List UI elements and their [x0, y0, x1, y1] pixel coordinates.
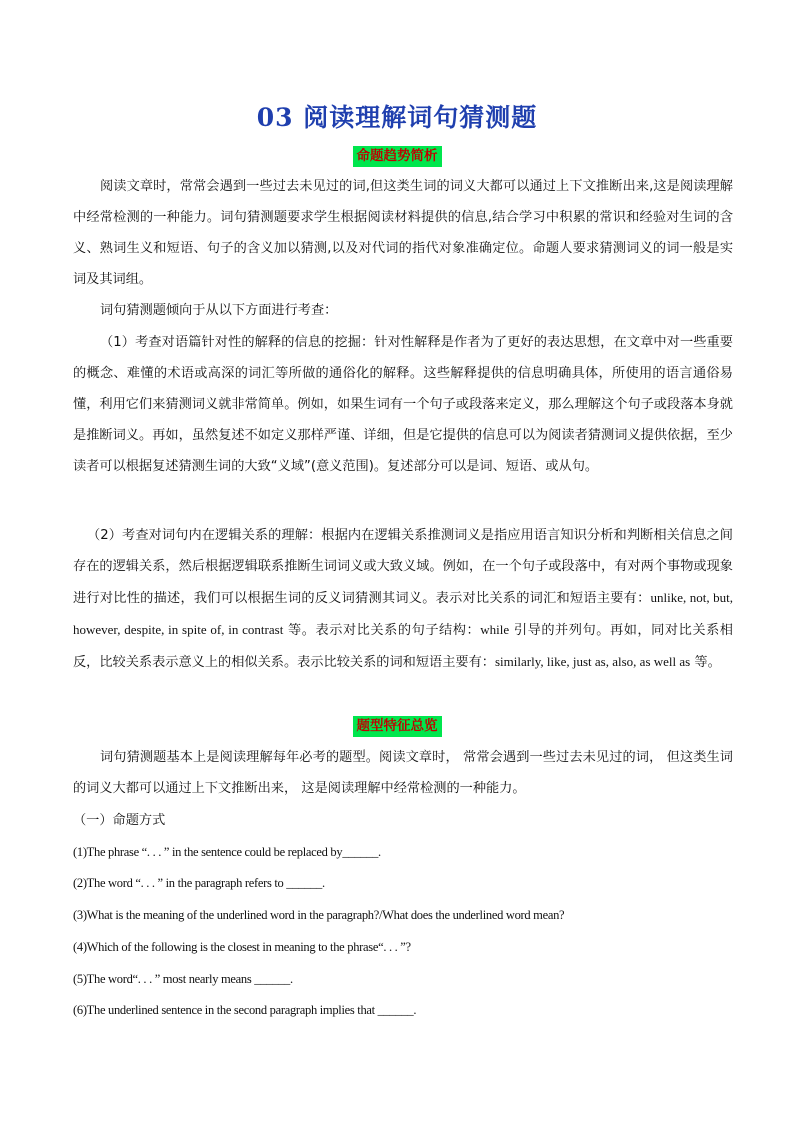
- question-item: (4)Which of the following is the closest in meaning to the phrase“. . . ”?: [73, 940, 411, 954]
- trend-lead-paragraph: [73, 295, 733, 326]
- question-item: (6)The underlined sentence in the second paragraph implies that ______.: [73, 1003, 417, 1017]
- point-2-paragraph: [73, 520, 733, 678]
- overview-intro-paragraph: [73, 742, 733, 804]
- question-item: (5)The word“. . . ” most nearly means ______.: [73, 972, 293, 986]
- method-subheading-text: （一）命题方式: [73, 813, 166, 828]
- section-tag-overview-label: 题型特征总览: [353, 716, 442, 737]
- trend-intro-text: 阅读文章时，常常会遇到一些过去未见过的词,但这类生词的词义大都可以通过上下文推断出来,这是阅读理解中经常检测的一种能力。词句猜测题要求学生根据阅读材料提供的信息,结合学习中积累的常识和经验对生词的含义、熟词生义和短语、句子的含义加以猜测,以及对代词的指代对象准确定位。命题人要求猜测词义的词一般是实词及其词组。: [73, 179, 733, 287]
- question-item: (3)What is the meaning of the underlined word in the paragraph?/What does the underlined word mean?: [73, 908, 565, 922]
- method-subheading: [73, 805, 733, 836]
- section-tag-overview: [0, 715, 794, 737]
- trend-lead-text: 词句猜测题倾向于从以下方面进行考查：: [100, 303, 338, 318]
- question-item: (1)The phrase “. . . ” in the sentence could be replaced by______.: [73, 845, 381, 859]
- section-tag-trend: [0, 145, 794, 167]
- question-item: (2)The word “. . . ” in the paragraph refers to ______.: [73, 876, 325, 890]
- page-title: 03 阅读理解词句猜测题: [256, 103, 538, 132]
- point-2-text: （2）考查对词句内在逻辑关系的理解：根据内在逻辑关系推测词义是指应用语言知识分析和判断相关信息之间存在的逻辑关系，然后根据逻辑联系推断生词词义或大致义域。例如，在一个句子或段落中，有对两个事物或现象进行对比性的描述，我们可以根据生词的反义词猜测其词义。表示对比关系的词汇和短语主要有：unlike, not, but, however, despite, in spite of, in contrast 等。表示对比关系的句子结构：while 引导的并列句。再如，同对比关系相反，比较关系表示意义上的相似关系。表示比较关系的词和短语主要有：similarly, like, just as, also, as well as 等。: [73, 528, 734, 670]
- point-1-paragraph: [73, 327, 733, 482]
- section-tag-trend-label: 命题趋势简析: [353, 146, 442, 167]
- overview-intro-text: 词句猜测题基本上是阅读理解每年必考的题型。阅读文章时， 常常会遇到一些过去未见过的词， 但这类生词的词义大都可以通过上下文推断出来， 这是阅读理解中经常检测的一种能力。: [73, 750, 733, 796]
- point-1-text: （1）考查对语篇针对性的解释的信息的挖掘：针对性解释是作者为了更好的表达思想，在文章中对一些重要的概念、难懂的术语或高深的词汇等所做的通俗化的解释。这些解释提供的信息明确具体，所使用的语言通俗易懂，利用它们来猜测词义就非常简单。例如，如果生词有一个句子或段落来定义，那么理解这个句子或段落本身就是推断词义。再如，虽然复述不如定义那样严谨、详细，但是它提供的信息可以为阅读者猜测词义提供依据，至少读者可以根据复述猜测生词的大致“义域”(意义范围)。复述部分可以是词、短语、或从句。: [73, 335, 733, 474]
- trend-intro-paragraph: [73, 171, 733, 295]
